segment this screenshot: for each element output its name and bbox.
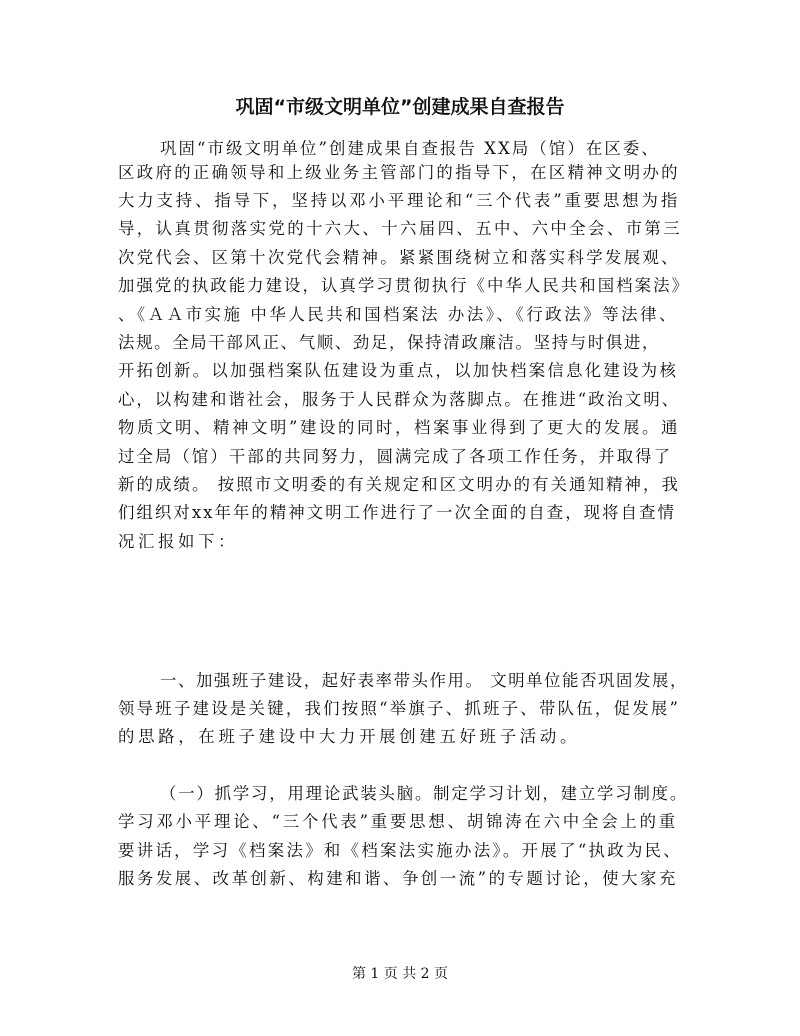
body-line: 导，认真贯彻落实党的十六大、十六届四、五中、六中全会、市第三 (118, 219, 683, 238)
body-line: 要讲话，学习《档案法》和《档案法实施办法》。开展了“执政为民、 (118, 841, 683, 860)
body-line: 况汇报如下： (118, 532, 239, 551)
body-line: 一、加强班子建设，起好表率带头作用。 文明单位能否巩固发展， (160, 671, 688, 690)
body-line: 服务发展、改革创新、构建和谐、争创一流”的专题讨论，使大家充 (118, 869, 678, 888)
body-line: 心，以构建和谐社会，服务于人民群众为落脚点。在推进“政治文明、 (118, 390, 681, 409)
page-footer: 第 1 页 共 2 页 (351, 966, 449, 982)
body-line: 的思路，在班子建设中大力开展创建五好班子活动。 (118, 727, 581, 746)
body-line: 加强党的执政能力建设，认真学习贯彻执行《中华人民共和国档案法》 (118, 276, 690, 295)
body-line: 学习邓小平理论、“三个代表”重要思想、胡锦涛在六中全会上的重 (118, 812, 678, 831)
body-line: 巩固“市级文明单位”创建成果自查报告 XX局（馆）在区委、 (160, 139, 660, 158)
body-line: 、《ＡＡ市实施 中华人民共和国档案法 办法》、《行政法》等法律、 (118, 305, 679, 324)
body-line: 次党代会、区第十次党代会精神。紧紧围绕树立和落实科学发展观、 (118, 248, 680, 267)
body-line: 法规。全局干部风正、气顺、劲足，保持清政廉洁。坚持与时俱进， (118, 333, 661, 352)
body-line: 区政府的正确领导和上级业务主管部门的指导下，在区精神文明办的 (118, 163, 680, 182)
body-line: 过全局（馆）干部的共同努力，圆满完成了各项工作任务，并取得了 (118, 447, 673, 466)
body-line: 领导班子建设是关键，我们按照“举旗子、抓班子、带队伍，促发展” (118, 699, 681, 718)
page-title: 巩固“市级文明单位”创建成果自查报告 (235, 96, 565, 118)
body-line: 们组织对xx年年的精神文明工作进行了一次全面的自查，现将自查情 (118, 503, 676, 522)
body-line: 新的成绩。 按照市文明委的有关规定和区文明办的有关通知精神，我 (118, 475, 681, 494)
body-line: 物质文明、精神文明”建设的同时，档案事业得到了更大的发展。通 (118, 418, 681, 437)
body-line: 开拓创新。以加强档案队伍建设为重点，以加快档案信息化建设为核 (118, 361, 679, 380)
body-line: 大力支持、指导下，坚持以邓小平理论和“三个代表”重要思想为指 (118, 191, 681, 210)
body-line: （一）抓学习，用理论武装头脑。制定学习计划，建立学习制度。 (160, 784, 689, 803)
